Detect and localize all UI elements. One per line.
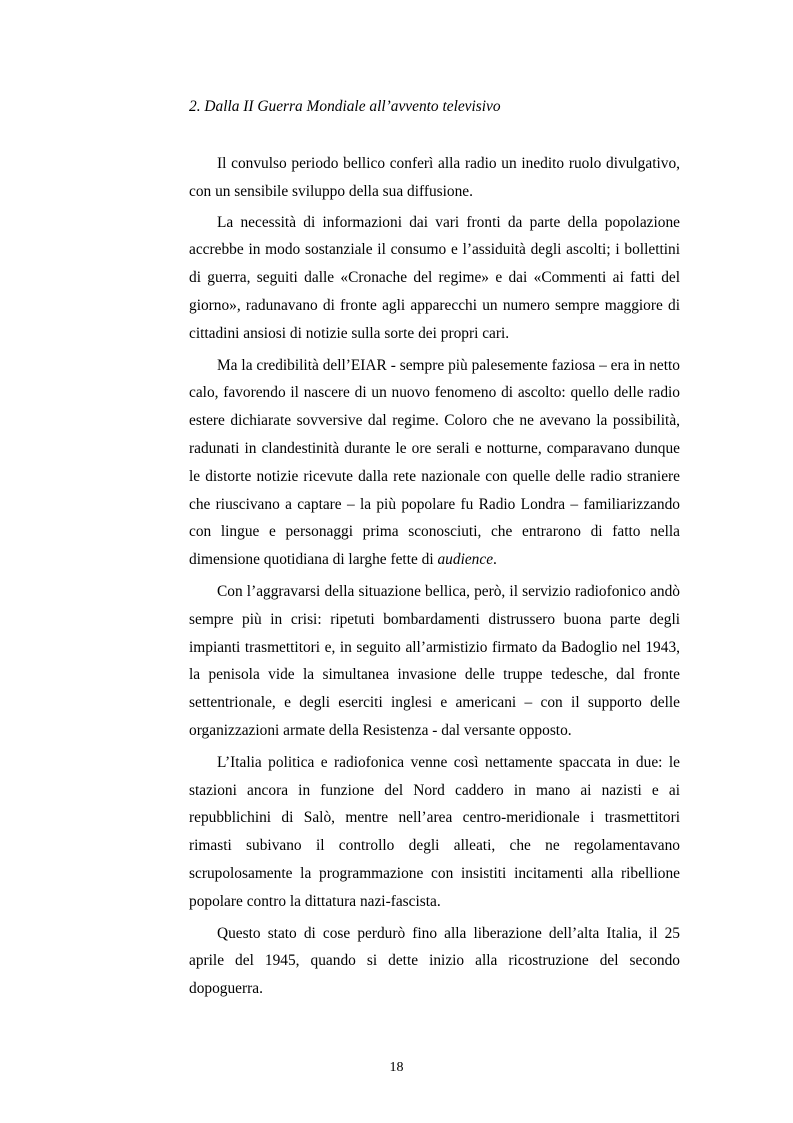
page-number: 18 [389,1060,404,1075]
paragraph-6: Questo stato di cose perdurò fino alla liberazione dell’alta Italia, il 25 aprile del 1945, quando si dette inizio alla ricostruzione del secondo dopoguerra. [189,924,680,998]
paragraph-5: L’Italia politica e radiofonica venne così nettamente spaccata in due: le stazioni ancora in funzione del Nord caddero in mano ai nazisti e ai repubblichini di Salò, mentre nell’area centro-meridionale i trasmettitori rimasti subivano il controllo degli alleati, che ne regolamentavano scrupolosamente la programmazione con insistiti incitamenti alla ribellione popolare contro la dittatura nazi-fascista. [189,753,680,910]
paragraph-3-text: Ma la credibilità dell’EIAR - sempre più palesemente faziosa – era in netto calo, favorendo il nascere di un nuovo fenomeno di ascolto: quello delle radio estere dichiarate sovversive dal regime. Coloro che ne avevano la possibilità, radunati in clandestinità durante le ore serali e notturne, comparavano dunque le distorte notizie ricevute dalla rete nazionale con quelle delle radio straniere che riuscivano a captare – la più popolare fu Radio Londra – familiarizzando con lingue e personaggi prima sconosciuti, che entrarono di fatto nella dimensione quotidiana di larghe fette di [189,356,680,569]
document-body [189,97,680,1007]
paragraph-2: La necessità di informazioni dai vari fronti da parte della popolazione accrebbe in modo sostanziale il consumo e l’assiduità degli ascolti; i bollettini di guerra, seguiti dalle «Cronache del regime» e dai «Commenti ai fatti del giorno», radunavano di fronte agli apparecchi un numero sempre maggiore di cittadini ansiosi di notizie sulla sorte dei propri cari. [189,213,680,342]
paragraph-1: Il convulso periodo bellico conferì alla radio un inedito ruolo divulgativo, con un sensibile sviluppo della sua diffusione. [189,155,680,200]
paragraph-4: Con l’aggravarsi della situazione bellica, però, il servizio radiofonico andò sempre più in crisi: ripetuti bombardamenti distrussero buona parte degli impianti trasmettitori e, in seguito all’armistizio firmato da Badoglio nel 1943, la penisola vide la simultanea invasione delle truppe tedesche, dal fronte settentrionale, e degli eserciti inglesi e americani – con il supporto delle organizzazioni armate della Resistenza - dal versante opposto. [189,582,680,739]
paragraph-3 [189,352,680,574]
section-title: 2. Dalla II Guerra Mondiale all’avvento televisivo [189,98,501,115]
paragraph-3-end: . [493,551,497,569]
italic-audience: audience [437,551,494,569]
